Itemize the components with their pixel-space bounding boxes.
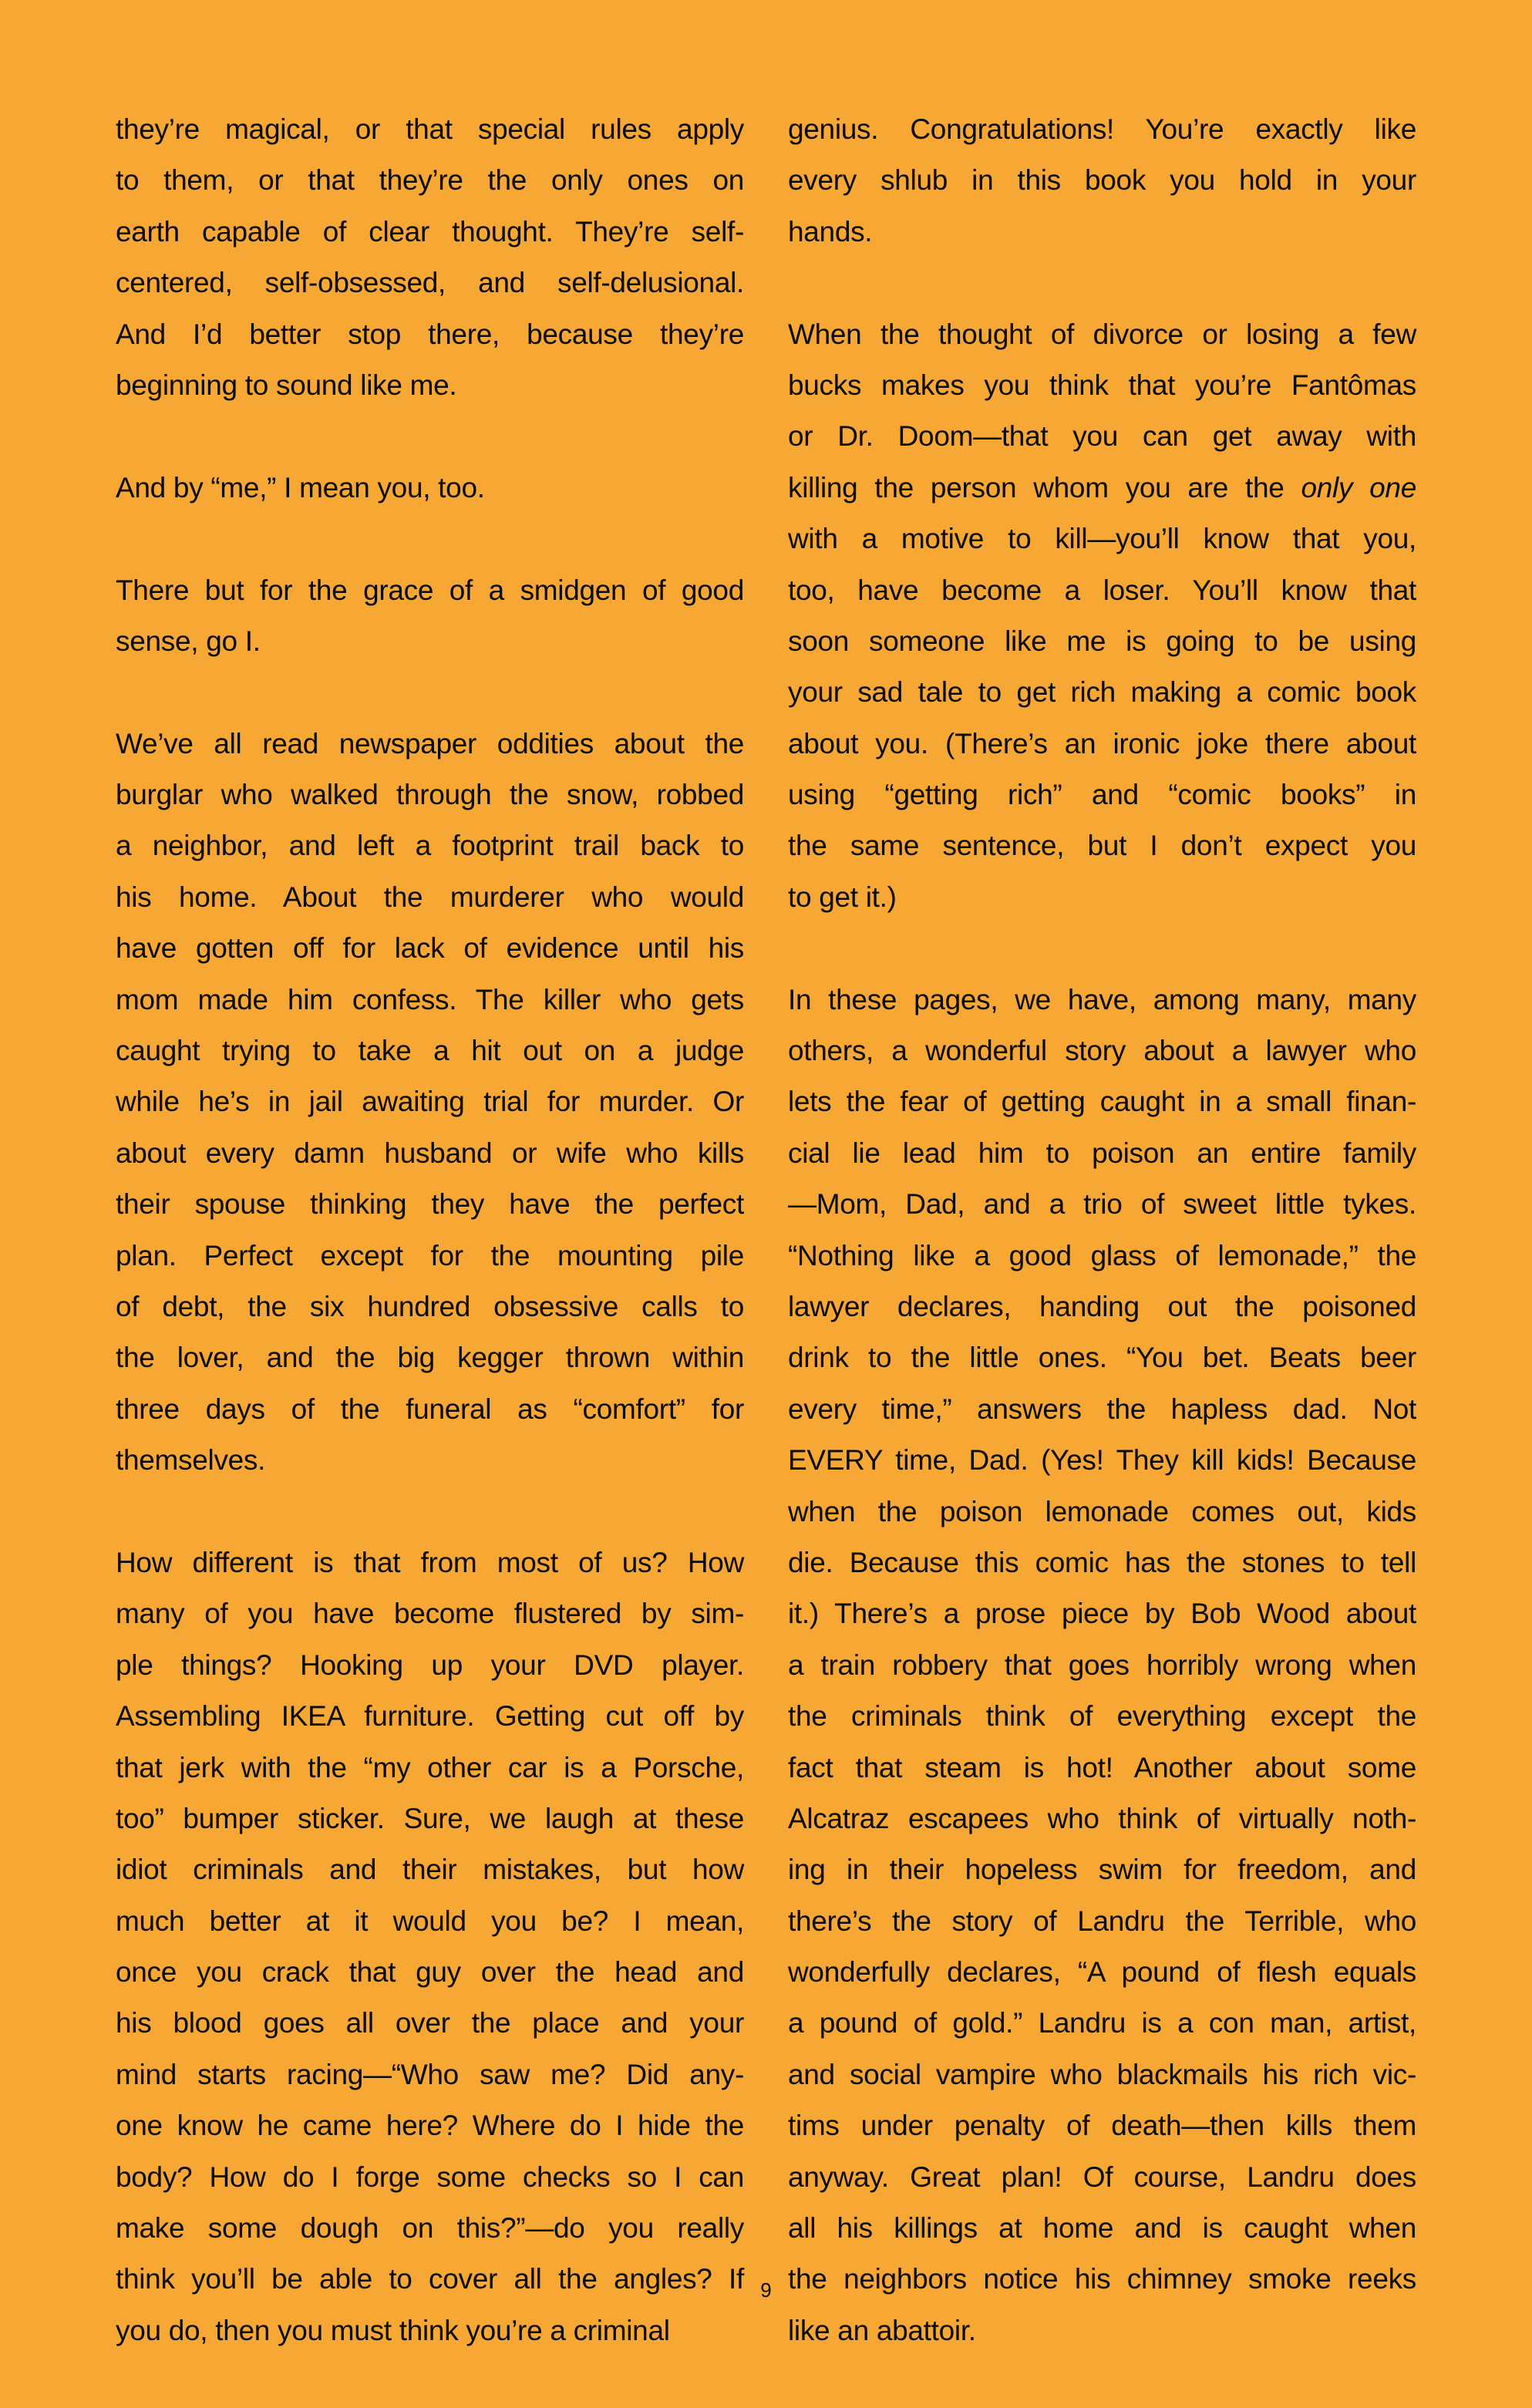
text-span: many of you have become flustered by sim- — [116, 1598, 744, 1630]
text-span: body? How do I forge some checks so I can — [116, 2160, 744, 2193]
text-span: every time,” answers the hapless dad. Not — [788, 1393, 1416, 1425]
text-span: drink to the little ones. “You bet. Beats beer — [788, 1342, 1416, 1374]
text-line — [788, 207, 1416, 258]
text-span: too, have become a loser. You’ll know that — [788, 574, 1416, 606]
text-line — [116, 1179, 744, 1230]
text-span: cial lie lead him to poison an entire family — [788, 1137, 1416, 1169]
text-line — [788, 565, 1416, 616]
text-line — [788, 2152, 1416, 2203]
text-span: his home. About the murderer who would — [116, 881, 744, 913]
text-span: Assembling IKEA furniture. Getting cut off by — [116, 1700, 744, 1733]
text-line — [116, 104, 744, 155]
text-span: or Dr. Doom—that you can get away with — [788, 420, 1416, 453]
text-line — [116, 258, 744, 308]
text-line — [788, 2305, 1416, 2356]
text-span: and social vampire who blackmails his rich vic- — [788, 2058, 1416, 2090]
text-line — [116, 2203, 744, 2254]
text-span: it.) There’s a prose piece by Bob Wood about — [788, 1598, 1416, 1630]
text-line — [116, 2152, 744, 2203]
text-span: about every damn husband or wife who kills — [116, 1137, 744, 1169]
text-span: about you. (There’s an ironic joke there about — [788, 727, 1416, 759]
text-line — [116, 1640, 744, 1691]
text-line — [116, 1588, 744, 1639]
text-span: earth capable of clear thought. They’re self- — [116, 215, 744, 248]
text-line — [788, 1537, 1416, 1588]
text-line — [788, 2049, 1416, 2100]
text-span: when the poison lemonade comes out, kids — [788, 1495, 1416, 1527]
text-span: the criminals think of everything except the — [788, 1700, 1416, 1733]
text-span: —Mom, Dad, and a trio of sweet little tykes. — [788, 1188, 1416, 1221]
text-span: Alcatraz escapees who think of virtually noth- — [788, 1802, 1416, 1834]
text-span: “Nothing like a good glass of lemonade,” the — [788, 1239, 1416, 1271]
text-span: killing the person whom you are the — [788, 471, 1301, 503]
text-line — [116, 1435, 744, 1486]
text-span: a neighbor, and left a footprint trail back to — [116, 830, 744, 862]
paragraph — [116, 1537, 744, 2356]
text-span: We’ve all read newspaper oddities about the — [116, 727, 744, 759]
text-line — [116, 1947, 744, 1998]
paragraph — [116, 104, 744, 411]
text-span: ple things? Hooking up your DVD player. — [116, 1649, 744, 1681]
text-span: others, a wonderful story about a lawyer who — [788, 1035, 1416, 1067]
text-line — [788, 104, 1416, 155]
text-span: their spouse thinking they have the perfect — [116, 1188, 744, 1221]
text-line — [788, 1844, 1416, 1895]
text-span: sense, go I. — [116, 625, 261, 657]
text-span: his blood goes all over the place and your — [116, 2007, 744, 2039]
italic-emphasis: only one — [1301, 471, 1416, 503]
text-span: anyway. Great plan! Of course, Landru does — [788, 2160, 1416, 2193]
text-line — [788, 1026, 1416, 1076]
text-line — [116, 1128, 744, 1179]
text-line — [788, 1947, 1416, 1998]
text-span: your sad tale to get rich making a comic book — [788, 676, 1416, 709]
text-line — [116, 2049, 744, 2100]
text-span: you do, then you must think you’re a criminal — [116, 2314, 670, 2346]
text-line — [788, 770, 1416, 820]
text-span: there’s the story of Landru the Terrible, who — [788, 1905, 1416, 1937]
text-span: EVERY time, Dad. (Yes! They kill kids! Because — [788, 1444, 1416, 1477]
text-line — [116, 155, 744, 206]
paragraph — [788, 309, 1416, 924]
text-span: mind starts racing—“Who saw me? Did any- — [116, 2058, 744, 2090]
text-span: lawyer declares, handing out the poisoned — [788, 1290, 1416, 1322]
text-line — [788, 872, 1416, 923]
text-span: plan. Perfect except for the mounting pile — [116, 1239, 744, 1271]
text-line — [788, 1640, 1416, 1691]
text-span: to them, or that they’re the only ones on — [116, 164, 744, 197]
text-line — [788, 616, 1416, 667]
text-line — [116, 1281, 744, 1332]
left-column — [116, 104, 744, 2408]
text-span: genius. Congratulations! You’re exactly like — [788, 113, 1416, 145]
text-span: lets the fear of getting caught in a small finan- — [788, 1086, 1416, 1118]
text-line — [788, 463, 1416, 514]
text-line — [788, 1896, 1416, 1947]
text-span: using “getting rich” and “comic books” in — [788, 779, 1416, 811]
text-line — [116, 2100, 744, 2151]
text-line — [116, 1793, 744, 1844]
text-span: of debt, the six hundred obsessive calls to — [116, 1290, 744, 1322]
text-span: themselves. — [116, 1444, 266, 1477]
text-span: a train robbery that goes horribly wrong when — [788, 1649, 1416, 1681]
text-span: too” bumper sticker. Sure, we laugh at these — [116, 1802, 744, 1834]
text-line — [116, 1026, 744, 1076]
text-span: the same sentence, but I don’t expect you — [788, 830, 1416, 862]
text-span: In these pages, we have, among many, many — [788, 983, 1416, 1015]
text-line — [788, 360, 1416, 411]
text-span: the lover, and the big kegger thrown within — [116, 1342, 744, 1374]
text-line — [788, 1588, 1416, 1639]
text-span: while he’s in jail awaiting trial for murder. Or — [116, 1086, 744, 1118]
text-line — [788, 2100, 1416, 2151]
text-line — [116, 1844, 744, 1895]
text-line — [788, 1281, 1416, 1332]
text-span: once you crack that guy over the head and — [116, 1956, 744, 1989]
text-line — [116, 719, 744, 770]
text-span: with a motive to kill—you’ll know that you, — [788, 523, 1416, 555]
text-span: every shlub in this book you hold in your — [788, 164, 1416, 197]
text-line — [116, 1691, 744, 1742]
text-span: hands. — [788, 215, 873, 248]
text-line — [116, 1537, 744, 1588]
text-line — [788, 1487, 1416, 1537]
text-span: much better at it would you be? I mean, — [116, 1905, 744, 1937]
paragraph — [116, 463, 744, 514]
text-line — [788, 719, 1416, 770]
text-line — [788, 1743, 1416, 1793]
text-line — [116, 309, 744, 360]
text-span: bucks makes you think that you’re Fantômas — [788, 369, 1416, 401]
text-line — [788, 1435, 1416, 1486]
text-span: idiot criminals and their mistakes, but how — [116, 1854, 744, 1886]
text-line — [788, 1076, 1416, 1127]
text-span: die. Because this comic has the stones to tell — [788, 1546, 1416, 1578]
text-line — [788, 1128, 1416, 1179]
text-line — [116, 820, 744, 871]
text-line — [788, 1384, 1416, 1435]
text-span: think you’ll be able to cover all the angles? If — [116, 2263, 744, 2295]
text-line — [788, 1998, 1416, 2049]
text-span: When the thought of divorce or losing a few — [788, 318, 1416, 350]
text-line — [788, 411, 1416, 462]
paragraph — [788, 104, 1416, 258]
text-line — [116, 923, 744, 974]
text-line — [116, 207, 744, 258]
text-span: a pound of gold.” Landru is a con man, artist, — [788, 2007, 1416, 2039]
text-line — [788, 1332, 1416, 1383]
text-span: make some dough on this?”—do you really — [116, 2212, 744, 2245]
text-line — [116, 2305, 744, 2356]
text-span: tims under penalty of death—then kills them — [788, 2110, 1416, 2142]
text-span: to get it.) — [788, 881, 897, 913]
text-line — [788, 1179, 1416, 1230]
text-line — [788, 1793, 1416, 1844]
text-span: And by “me,” I mean you, too. — [116, 471, 485, 503]
text-line — [788, 155, 1416, 206]
text-line — [116, 1998, 744, 2049]
text-line — [788, 309, 1416, 360]
text-line — [788, 1231, 1416, 1281]
text-span: they’re magical, or that special rules apply — [116, 113, 744, 145]
text-line — [116, 872, 744, 923]
text-line — [116, 975, 744, 1026]
text-span: three days of the funeral as “comfort” for — [116, 1393, 744, 1425]
text-line — [788, 820, 1416, 871]
text-span: ing in their hopeless swim for freedom, and — [788, 1854, 1416, 1886]
text-line — [116, 1896, 744, 1947]
text-span: the neighbors notice his chimney smoke reeks — [788, 2263, 1416, 2295]
paragraph — [116, 565, 744, 668]
text-span: beginning to sound like me. — [116, 369, 457, 401]
text-span: How different is that from most of us? How — [116, 1546, 744, 1578]
text-span: soon someone like me is going to be using — [788, 625, 1416, 657]
text-span: all his killings at home and is caught when — [788, 2212, 1416, 2245]
text-line — [116, 360, 744, 411]
text-span: that jerk with the “my other car is a Porsche, — [116, 1751, 744, 1783]
text-line — [116, 616, 744, 667]
text-line — [116, 463, 744, 514]
page-number: 9 — [760, 2278, 772, 2302]
text-line — [116, 1231, 744, 1281]
text-line — [116, 565, 744, 616]
text-span: fact that steam is hot! Another about some — [788, 1751, 1416, 1783]
text-span: wonderfully declares, “A pound of flesh equals — [788, 1956, 1416, 1989]
text-span: one know he came here? Where do I hide the — [116, 2110, 744, 2142]
text-line — [116, 770, 744, 820]
text-line — [116, 1076, 744, 1127]
text-line — [788, 1691, 1416, 1742]
text-span: There but for the grace of a smidgen of good — [116, 574, 744, 606]
paragraph — [116, 719, 744, 1487]
text-span: And I’d better stop there, because they’re — [116, 318, 744, 350]
text-line — [116, 1743, 744, 1793]
text-line — [788, 667, 1416, 718]
text-line — [788, 514, 1416, 564]
text-span: have gotten off for lack of evidence until his — [116, 932, 744, 965]
text-line — [116, 1384, 744, 1435]
text-line — [116, 1332, 744, 1383]
text-line — [788, 2203, 1416, 2254]
paragraph — [788, 975, 1416, 2357]
text-span: centered, self-obsessed, and self-delusional. — [116, 267, 744, 299]
text-span: mom made him confess. The killer who gets — [116, 983, 744, 1015]
text-line — [788, 975, 1416, 1026]
text-span: caught trying to take a hit out on a judge — [116, 1035, 744, 1067]
text-span: burglar who walked through the snow, robbed — [116, 779, 744, 811]
text-span: like an abattoir. — [788, 2314, 976, 2346]
right-column — [788, 104, 1416, 2408]
